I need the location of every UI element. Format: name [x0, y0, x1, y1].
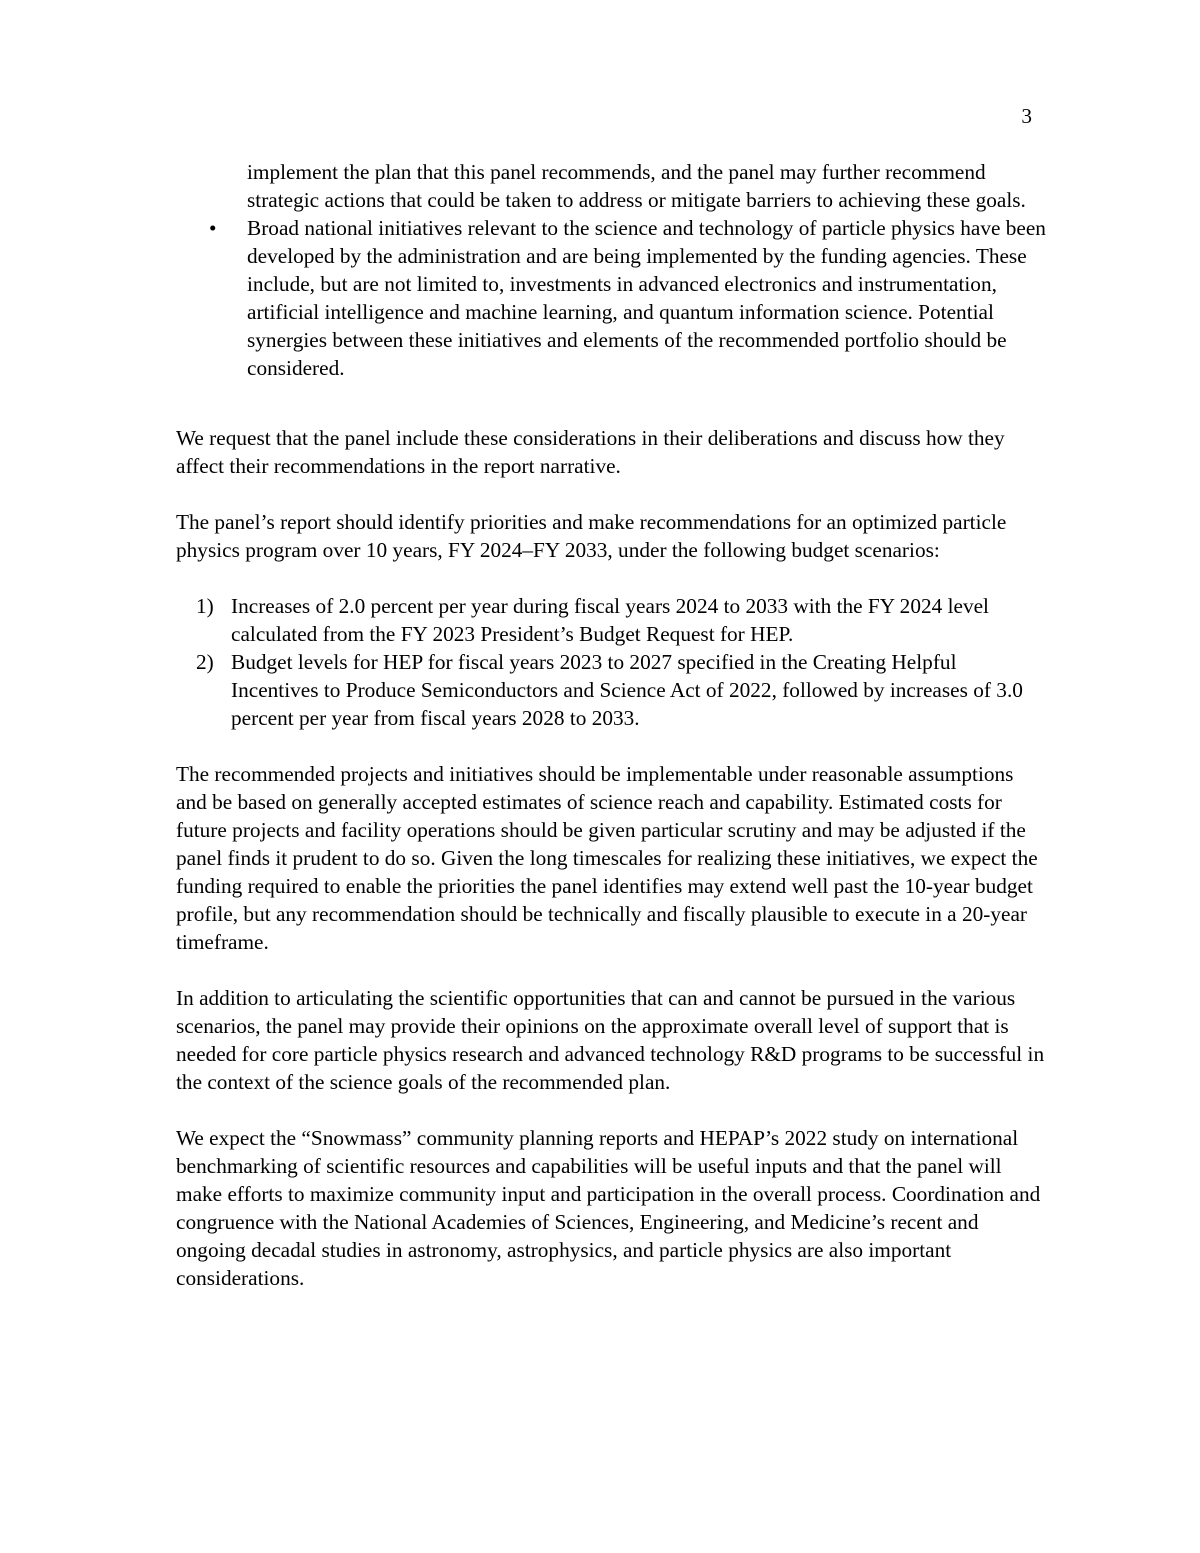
paragraph-considerations: We request that the panel include these considerations in their deliberations and discuss how they affect their recommendations in the report narrative.: [176, 426, 1005, 478]
paragraph-snowmass: We expect the “Snowmass” community planning reports and HEPAP’s 2022 study on international benchmarking of scientific resources and capabilities will be useful inputs and that the panel will make efforts to maximize community input and participation in the overall process. Coordination and congruence with the National Academies of Sciences, Engineering, and Medicine’s recent and ongoing decadal studies in astronomy, astrophysics, and particle physics are also important considerations.: [176, 1126, 1041, 1290]
scenario-text: Increases of 2.0 percent per year during fiscal years 2024 to 2033 with the FY 2024 level calculated from the FY 2023 President’s Budget Request for HEP.: [231, 594, 989, 646]
spacer: [176, 956, 1046, 984]
document-body: [176, 158, 1046, 1292]
scenario-item: [196, 592, 1031, 648]
scenario-list: [176, 592, 1046, 732]
spacer: [176, 480, 1046, 508]
spacer: [176, 382, 1046, 424]
scenario-item: [196, 648, 1031, 732]
bullet-text: Broad national initiatives relevant to the science and technology of particle physics have been developed by the administration and are being implemented by the funding agencies. These include, but are not limited to, investments in advanced electronics and instrumentation, artificial intelligence and machine learning, and quantum information science. Potential synergies between these initiatives and elements of the recommended portfolio should be considered.: [247, 216, 1046, 380]
bullet-item: [209, 214, 1047, 382]
paragraph-recommended-projects: The recommended projects and initiatives should be implementable under reasonable assumptions and be based on generally accepted estimates of science reach and capability. Estimated costs for future projects and facility operations should be given particular scrutiny and may be adjusted if the panel finds it prudent to do so. Given the long timescales for realizing these initiatives, we expect the funding required to enable the priorities the panel identifies may extend well past the 10-year budget profile, but any recommendation should be technically and fiscally plausible to execute in a 20-year timeframe.: [176, 762, 1038, 954]
spacer: [176, 732, 1046, 760]
continued-bullet-text: implement the plan that this panel recommends, and the panel may further recommend strategic actions that could be taken to address or mitigate barriers to achieving these goals.: [247, 160, 1026, 212]
bullet-marker: •: [209, 216, 217, 240]
scenario-label: 2): [196, 650, 214, 674]
scenario-text: Budget levels for HEP for fiscal years 2023 to 2027 specified in the Creating Helpful Incentives to Produce Semiconductors and Science Act of 2022, followed by increases of 3.0 percent per year from fiscal years 2028 to 2033.: [231, 650, 1023, 730]
scenario-label: 1): [196, 594, 214, 618]
paragraph-budget-scenarios: The panel’s report should identify priorities and make recommendations for an optimized particle physics program over 10 years, FY 2024–FY 2033, under the following budget scenarios:: [176, 510, 1007, 562]
paragraph-scientific-opportunities: In addition to articulating the scientific opportunities that can and cannot be pursued in the various scenarios, the panel may provide their opinions on the approximate overall level of support that is needed for core particle physics research and advanced technology R&D programs to be successful in the context of the science goals of the recommended plan.: [176, 986, 1045, 1094]
spacer: [176, 1096, 1046, 1124]
page-number: 3: [1021, 104, 1032, 128]
spacer: [176, 564, 1046, 592]
